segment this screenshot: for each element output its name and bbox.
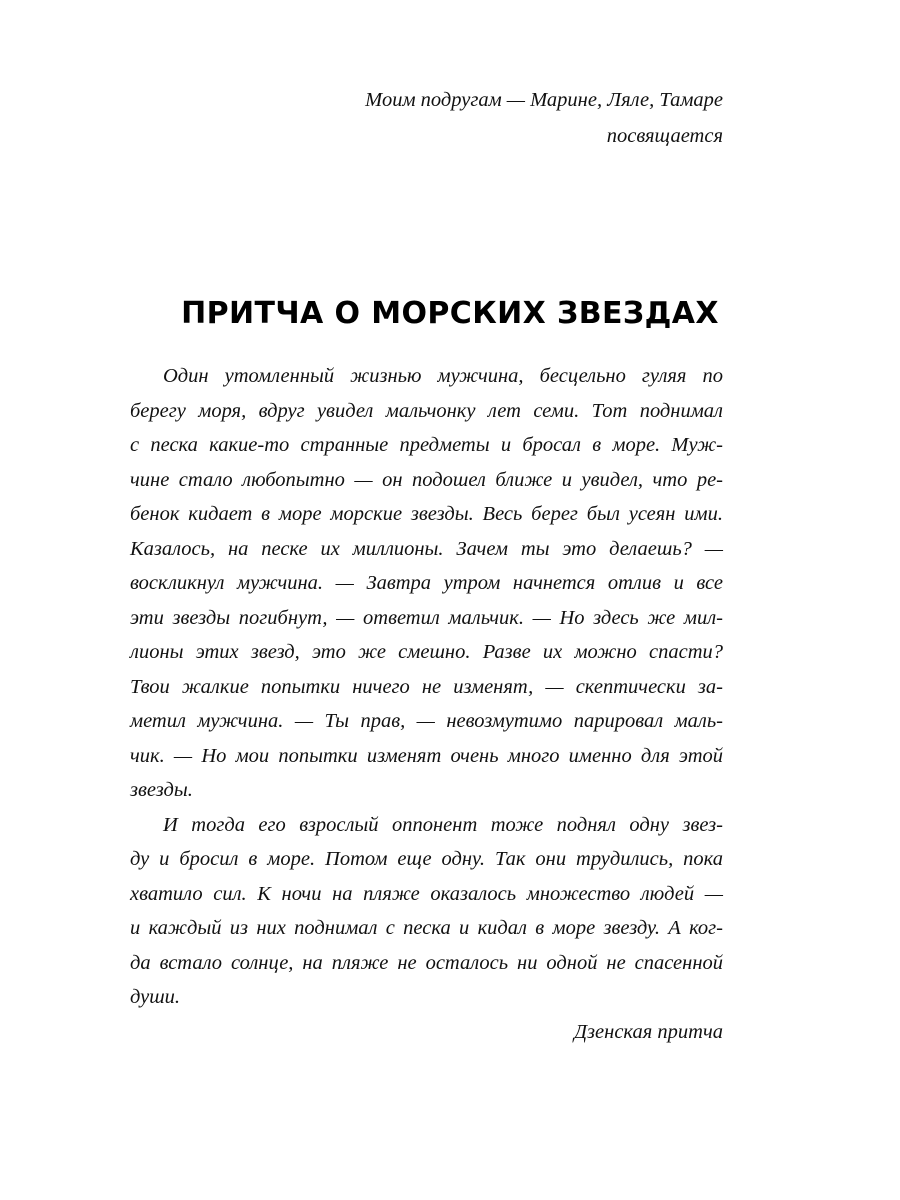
source-attribution: Дзенская притча [574, 1021, 723, 1043]
paragraph-1-line: лионы этих звезд, это же смешно. Разве их можно спасти? [130, 641, 723, 663]
paragraph-2-line: да встало солнце, на пляже не осталось ни одной не спасенной [130, 951, 723, 974]
paragraph-1-line: Один утомленный жизнью мужчина, бесцельно гуляя по [163, 365, 723, 387]
dedication-line-2: посвящается [606, 125, 723, 147]
paragraph-1-line: метил мужчина. — Ты прав, — невозмутимо парировал маль- [130, 710, 723, 732]
paragraph-1-line: бенок кидает в море морские звезды. Весь берег был усеян ими. [130, 503, 723, 525]
paragraph-1-line: чине стало любопытно — он подошел ближе и увидел, что ре- [130, 468, 723, 491]
paragraph-1-line: Твои жалкие попытки ничего не изменят, — скептически за- [130, 675, 723, 698]
dedication-line-1: Моим подругам — Марине, Ляле, Тамаре [365, 89, 723, 111]
paragraph-1-line: эти звезды погибнут, — ответил мальчик. — Но здесь же мил- [130, 606, 723, 629]
paragraph-1-line: воскликнул мужчина. — Завтра утром начнется отлив и все [130, 572, 723, 594]
page-title: ПРИТЧА О МОРСКИХ ЗВЕЗДАХ [181, 296, 719, 331]
paragraph-1-line: берегу моря, вдруг увидел мальчонку лет семи. Тот поднимал [130, 399, 723, 422]
parable-text [130, 359, 723, 1015]
paragraph-2-line: души. [130, 986, 181, 1008]
paragraph-1-line: звезды. [130, 779, 193, 801]
paragraph-2-line: хватило сил. К ночи на пляже оказалось множество людей — [130, 882, 723, 905]
paragraph-2-line: и каждый из них поднимал с песка и кидал в море звезду. А ког- [130, 917, 723, 939]
paragraph-1-line: чик. — Но мои попытки изменят очень много именно для этой [130, 744, 723, 767]
paragraph-2-line: ду и бросил в море. Потом еще одну. Так они трудились, пока [130, 848, 723, 870]
paragraph-1-line: с песка какие-то странные предметы и бросал в море. Муж- [130, 434, 723, 456]
paragraph-2-line: И тогда его взрослый оппонент тоже поднял одну звез- [163, 813, 723, 836]
paragraph-1-line: Казалось, на песке их миллионы. Зачем ты это делаешь? — [130, 537, 723, 560]
